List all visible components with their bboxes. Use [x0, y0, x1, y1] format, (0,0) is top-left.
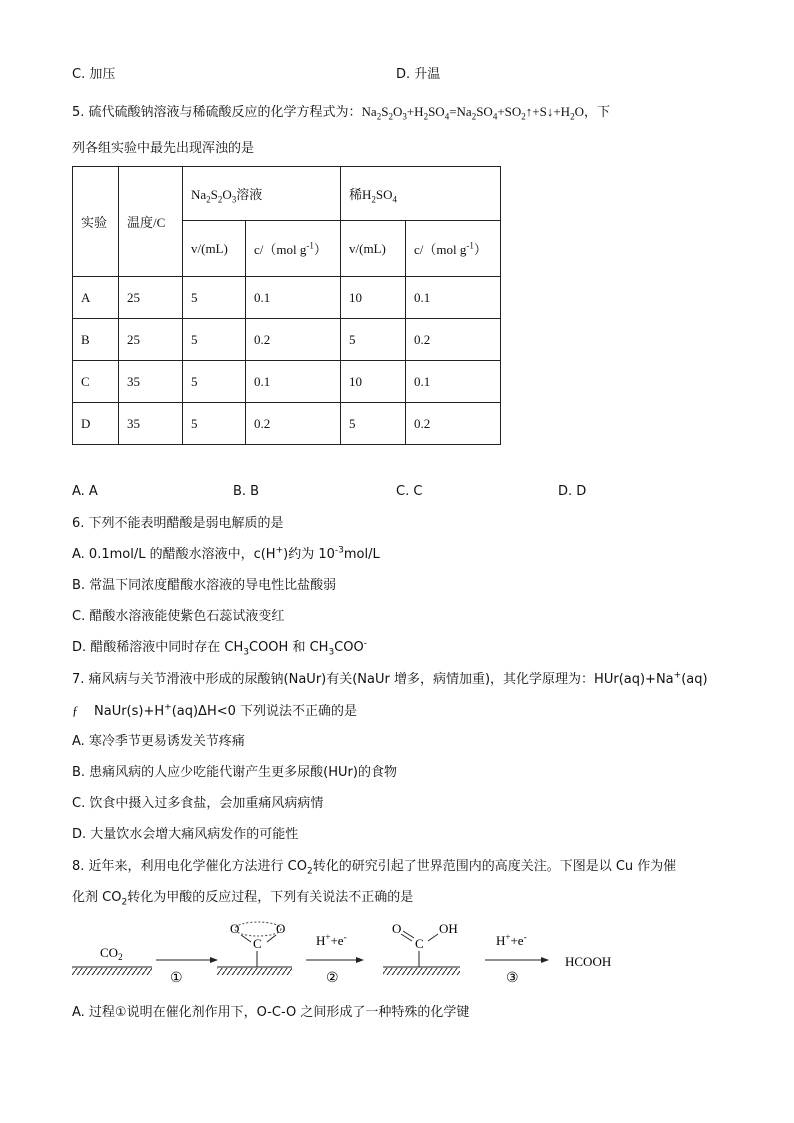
- q6-option-b: B. 常温下同浓度醋酸水溶液的导电性比盐酸弱: [72, 578, 337, 593]
- product-label: HCOOH: [565, 954, 612, 969]
- q7-option-a: A. 寒冷季节更易诱发关节疼痛: [72, 734, 245, 749]
- table-row: D 35 5 0.2 5 0.2: [73, 403, 501, 445]
- table-header-c1: c/（mol $g^{-1}$）: [246, 221, 341, 277]
- step-2-label: ②: [326, 971, 339, 986]
- surface-2: [217, 967, 292, 975]
- q5-stem-suffix: ，下: [583, 105, 610, 120]
- q5-equation: $Na_2S_2O_3+H_2SO_4=Na_2SO_4+SO_2↑+S↓+H_2O$: [361, 104, 584, 122]
- co2-label: $CO_2$: [100, 945, 123, 962]
- surface-3: [383, 967, 460, 975]
- table-header-na2s2o3: $Na_2S_2O_3$溶液: [183, 167, 341, 221]
- table-row: C 35 5 0.1 10 0.1: [73, 361, 501, 403]
- step-3-label: ③: [506, 971, 519, 986]
- reaction-diagram: [60, 915, 700, 995]
- q6-option-c: C. 醋酸水溶液能使紫色石蕊试液变红: [72, 609, 285, 624]
- q4-option-c: C. 加压: [72, 67, 116, 82]
- q5-choice-b: B. B: [233, 484, 260, 499]
- equilibrium-symbol: ƒ: [72, 703, 79, 718]
- table-header-na-suffix: 溶液: [236, 187, 263, 202]
- q5-data-table: [72, 166, 501, 445]
- q6-option-d: D. 醋酸稀溶液中同时存在 $CH_3COOH$ 和 $CH_3COO^-$: [72, 638, 367, 658]
- q6-option-a: A. 0.1mol/L 的醋酸水溶液中，c(H+)约为 $10^{-3}mol/L$: [72, 545, 380, 562]
- svg-text:C: C: [253, 936, 262, 951]
- step-1-label: ①: [170, 971, 183, 986]
- q7-stem-line1: 7. 痛风病与关节滑液中形成的尿酸钠(NaUr)有关(NaUr 增多，病情加重)，其化学原理为：HUr(aq)+Na+(aq): [72, 670, 708, 687]
- q4-option-d: D. 升温: [396, 67, 441, 82]
- svg-text:C: C: [415, 936, 424, 951]
- adsorbed-co2-structure: [230, 921, 285, 967]
- svg-text:O: O: [230, 921, 240, 936]
- table-header-v1: v/(mL): [183, 221, 246, 277]
- q5-choice-d: D. D: [558, 484, 587, 499]
- table-header-temp: 温度/C: [119, 167, 183, 277]
- q8-stem-line1: 8. 近年来，利用电化学催化方法进行 $CO_2$转化的研究引起了世界范围内的高度关注。下图是以 Cu 作为催: [72, 859, 677, 877]
- svg-text:O: O: [392, 921, 402, 936]
- surface-1: [72, 967, 152, 975]
- table-row: B 25 5 0.2 5 0.2: [73, 319, 501, 361]
- q8-stem-line2: 化剂 $CO_2$转化为甲酸的反应过程，下列有关说法不正确的是: [72, 890, 414, 908]
- table-header-h-prefix: 稀: [349, 187, 363, 202]
- reagent-label-3: H++e-: [496, 932, 527, 948]
- q7-stem-line2: ƒ NaUr(s)+H+(aq)ΔH<0 下列说法不正确的是: [72, 702, 358, 719]
- q5-stem-prefix: 5. 硫代硫酸钠溶液与稀硫酸反应的化学方程式为：: [72, 105, 362, 120]
- q5-choice-c: C. C: [396, 484, 423, 499]
- q7-option-c: C. 饮食中摄入过多食盐，会加重痛风病病情: [72, 796, 324, 811]
- reagent-label-2: H++e-: [316, 932, 347, 948]
- svg-text:O: O: [276, 921, 286, 936]
- q8-option-a: A. 过程①说明在催化剂作用下，O-C-O 之间形成了一种特殊的化学键: [72, 1005, 470, 1020]
- q7-option-b: B. 患痛风病的人应少吃能代谢产生更多尿酸(HUr)的食物: [72, 765, 397, 780]
- q5-choice-a: A. A: [72, 484, 98, 499]
- svg-text:OH: OH: [439, 921, 458, 936]
- table-row: A 25 5 0.1 10 0.1: [73, 277, 501, 319]
- table-header-exp: 实验: [73, 167, 119, 277]
- table-header-v2: v/(mL): [341, 221, 406, 277]
- q7-option-d: D. 大量饮水会增大痛风病发作的可能性: [72, 827, 299, 842]
- table-header-c2: c/（mol $g^{-1}$）: [406, 221, 501, 277]
- table-header-h2so4: 稀$H_2SO_4$: [341, 167, 501, 221]
- q5-stem-line1: [72, 103, 610, 122]
- adsorbed-cooh-structure: [392, 921, 458, 967]
- q6-stem: 6. 下列不能表明醋酸是弱电解质的是: [72, 516, 284, 531]
- q5-stem-line2: 列各组实验中最先出现浑浊的是: [72, 141, 255, 156]
